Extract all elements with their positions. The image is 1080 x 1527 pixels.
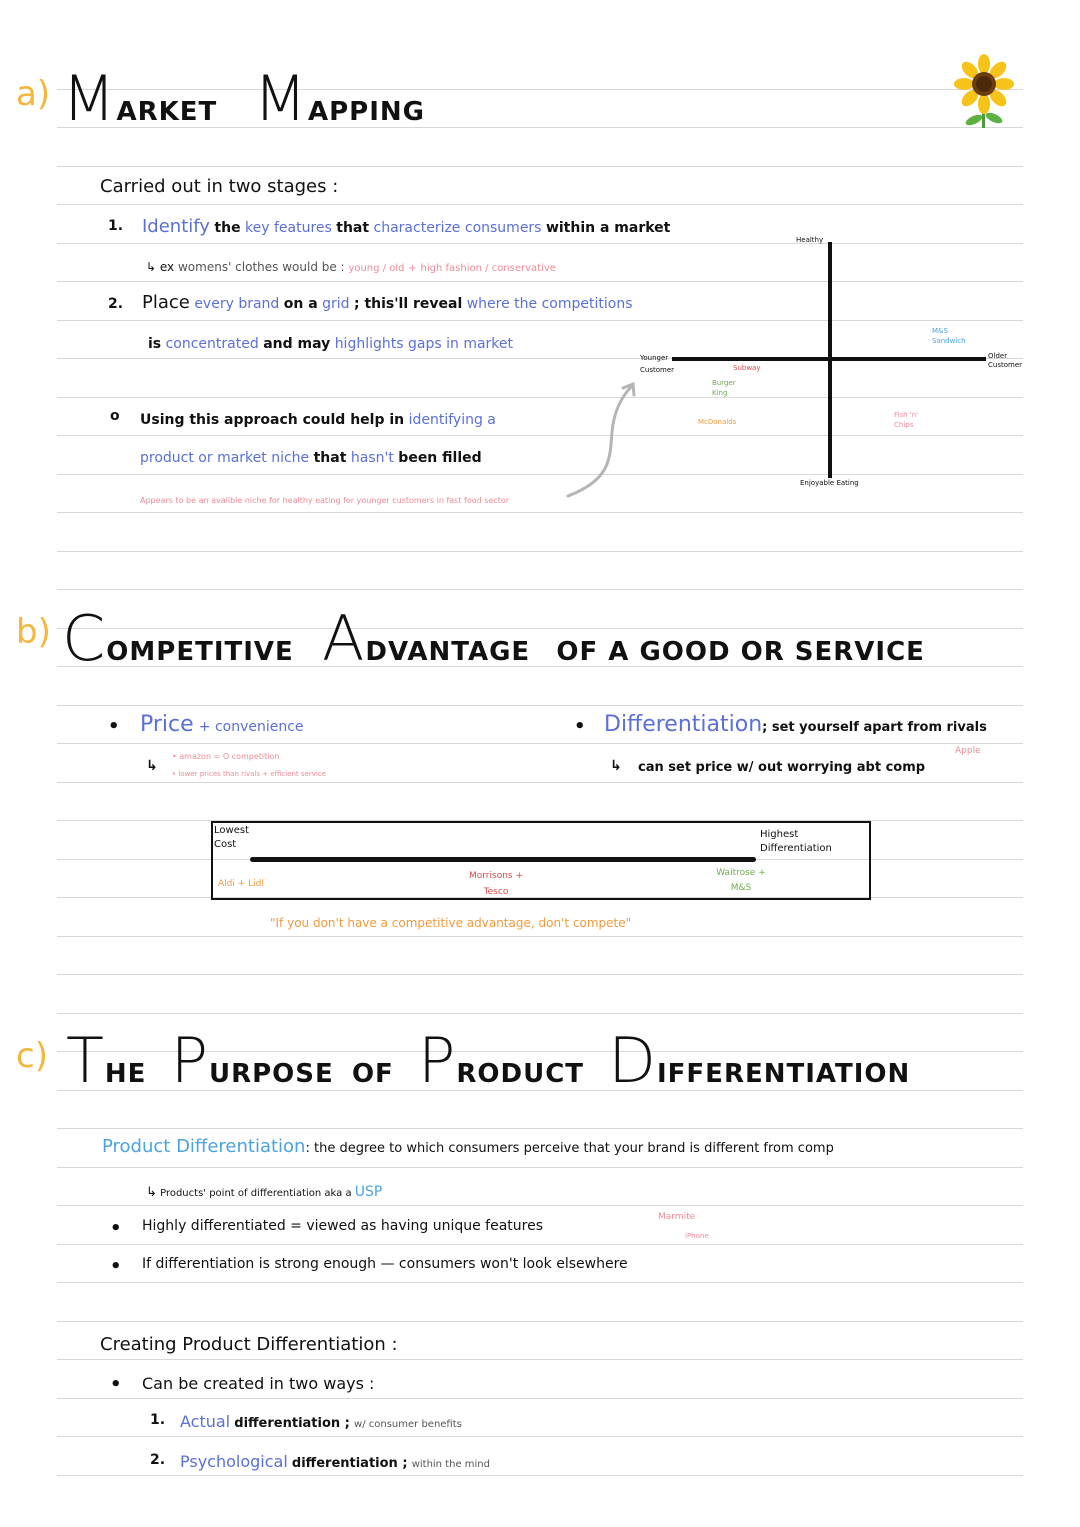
- niche-note: Appears to be an availble niche for healthy eating for younger customers in fast food sector: [140, 496, 510, 505]
- text: within a market: [545, 220, 671, 236]
- text: hasn't: [350, 450, 394, 466]
- text-term: Actual: [180, 1412, 231, 1431]
- scale-right-brand: Waitrose + M&S: [716, 868, 766, 893]
- text: grid: [322, 296, 350, 312]
- title-rest: OF A GOOD OR SERVICE: [556, 637, 925, 667]
- scale-line: [250, 857, 756, 862]
- sunflower-icon: [952, 54, 1016, 130]
- note-marmite: Marmite: [658, 1212, 696, 1222]
- text: Price: [140, 712, 194, 737]
- text: the: [214, 220, 241, 236]
- text: ; set yourself apart from rivals: [762, 720, 987, 735]
- text: where the competitions: [466, 296, 633, 312]
- section-b-letter: b): [16, 612, 51, 652]
- step2-line2: [148, 336, 513, 352]
- step1-line: [142, 216, 670, 237]
- price-convenience-heading: [140, 712, 304, 737]
- text: +: [408, 263, 417, 274]
- map-horizontal-axis: [672, 357, 986, 361]
- text: Place: [142, 292, 190, 313]
- text: in: [446, 336, 459, 352]
- step-number: 1.: [150, 1412, 166, 1428]
- arrow-prefix: ↳: [146, 1185, 157, 1200]
- scale-left-label: Lowest Cost: [214, 825, 249, 850]
- text: ; this'll reveal: [353, 296, 463, 312]
- competitive-quote: "If you don't have a competitive advantage, don't compete": [270, 916, 632, 930]
- text: concentrated: [165, 336, 259, 352]
- map-brand-mcdonalds: McDonalds: [698, 418, 737, 426]
- text: differentiation ;: [291, 1456, 408, 1471]
- text: Differentiation: [604, 712, 763, 737]
- title-rest: DVANTAGE: [365, 637, 531, 667]
- section-a-title: [62, 62, 425, 135]
- map-label-left: Younger Customer: [640, 354, 675, 374]
- definition-line: [102, 1136, 834, 1157]
- bullet-marker: •: [110, 1218, 122, 1239]
- example-apple: Apple: [955, 746, 981, 756]
- title-initial: T: [66, 1024, 105, 1097]
- curved-arrow-icon: [560, 376, 644, 502]
- text: : the degree to which consumers perceive that your brand is different from comp: [305, 1141, 834, 1156]
- text: and may: [263, 336, 331, 352]
- title-initial: D: [608, 1024, 657, 1097]
- scale-mid-brand: Morrisons + Tesco: [468, 871, 523, 897]
- map-brand-subway: Subway: [733, 364, 761, 372]
- section-c-title: [66, 1024, 911, 1097]
- text: young / old: [348, 263, 405, 274]
- title-rest: ARKET: [116, 97, 218, 127]
- bullet-text: Can be created in two ways :: [142, 1374, 375, 1393]
- text: product or market niche: [140, 450, 310, 466]
- bullet-text: Highly differentiated = viewed as having unique features: [142, 1218, 543, 1234]
- sub-note: • lower prices than rivals + efficient service: [172, 770, 326, 778]
- text-identify: Identify: [142, 216, 210, 237]
- bullet-line1: [140, 412, 496, 428]
- text: that: [336, 220, 370, 236]
- text: on a: [283, 296, 318, 312]
- step2-line1: [142, 292, 633, 313]
- intro-line: Carried out in two stages :: [100, 176, 339, 197]
- step-number: 2.: [108, 296, 124, 312]
- bullet-marker: •: [574, 716, 586, 737]
- title-initial: A: [321, 602, 366, 675]
- step-number: 2.: [150, 1452, 166, 1468]
- text: is: [148, 336, 162, 352]
- text: womens' clothes would be :: [177, 260, 345, 274]
- section-c-letter: c): [16, 1036, 48, 1076]
- differentiation-heading: [604, 712, 987, 737]
- bullet-marker: •: [110, 1256, 122, 1277]
- title-initial: P: [170, 1024, 209, 1097]
- sub-note: • amazon = O competition: [172, 752, 280, 761]
- map-label-right: Older Customer: [988, 352, 1023, 369]
- usp-line: [146, 1184, 382, 1200]
- text-characterize: characterize consumers: [373, 220, 542, 236]
- text: w/ consumer benefits: [354, 1419, 462, 1430]
- text: every brand: [194, 296, 280, 312]
- scale-right-label: Highest Differentiation: [760, 829, 832, 854]
- map-brand-burger-king: Burger King: [712, 379, 736, 397]
- arrow-prefix: ↳: [610, 758, 622, 774]
- bullet-line2: [140, 450, 482, 466]
- text-usp: USP: [354, 1184, 383, 1200]
- title-rest: IFFERENTIATION: [656, 1059, 911, 1089]
- text: that: [313, 450, 347, 466]
- section-a-letter: a): [16, 74, 51, 114]
- map-label-bottom: Enjoyable Eating: [800, 479, 859, 487]
- text: been filled: [398, 450, 482, 466]
- text: differentiation ;: [234, 1416, 350, 1431]
- text: Using this approach could help in: [140, 412, 405, 428]
- text: + convenience: [198, 719, 304, 735]
- title-initial: C: [62, 602, 107, 675]
- title-rest: APPING: [307, 97, 425, 127]
- text: high fashion / conservative: [420, 263, 556, 274]
- scale-left-brand: Aldi + Lidl: [218, 879, 264, 889]
- title-rest: URPOSE: [208, 1059, 334, 1089]
- title-rest: OF: [351, 1059, 394, 1089]
- text: market: [463, 336, 513, 352]
- bullet-marker: o: [110, 408, 120, 424]
- text-term: Psychological: [180, 1452, 288, 1471]
- differentiation-sub: can set price w/ out worrying abt comp: [638, 760, 926, 775]
- bullet-text: If differentiation is strong enough — consumers won't look elsewhere: [142, 1256, 628, 1272]
- bullet-marker: •: [108, 716, 120, 737]
- step-number: 1.: [108, 218, 124, 234]
- map-brand-ms: M&S Sandwich: [932, 327, 966, 345]
- note-iphone: iPhone: [685, 1232, 709, 1240]
- text: identifying a: [408, 412, 496, 428]
- text-term: Product Differentiation: [102, 1136, 306, 1157]
- arrow-prefix: ↳ ex: [146, 260, 175, 274]
- title-rest: HE: [104, 1059, 147, 1089]
- title-rest: RODUCT: [456, 1059, 585, 1089]
- map-brand-fish-chips: Fish 'n' Chips: [894, 411, 919, 429]
- creating-heading: Creating Product Differentiation :: [100, 1334, 398, 1355]
- text-key-features: key features: [245, 220, 332, 236]
- arrow-prefix: ↳: [146, 758, 158, 774]
- title-initial: P: [418, 1024, 457, 1097]
- step1-sub: [146, 260, 556, 274]
- section-b-title: [62, 602, 925, 675]
- text: highlights gaps: [334, 336, 442, 352]
- bullet-marker: •: [110, 1374, 122, 1395]
- title-initial: M: [62, 62, 117, 135]
- creating-item-2: [180, 1452, 490, 1471]
- creating-item-1: [180, 1412, 462, 1431]
- title-initial: M: [253, 62, 308, 135]
- map-label-top: Healthy: [796, 236, 824, 244]
- title-rest: OMPETITIVE: [106, 637, 294, 667]
- text: Products' point of differentiation aka a: [160, 1188, 352, 1199]
- text: within the mind: [411, 1459, 490, 1470]
